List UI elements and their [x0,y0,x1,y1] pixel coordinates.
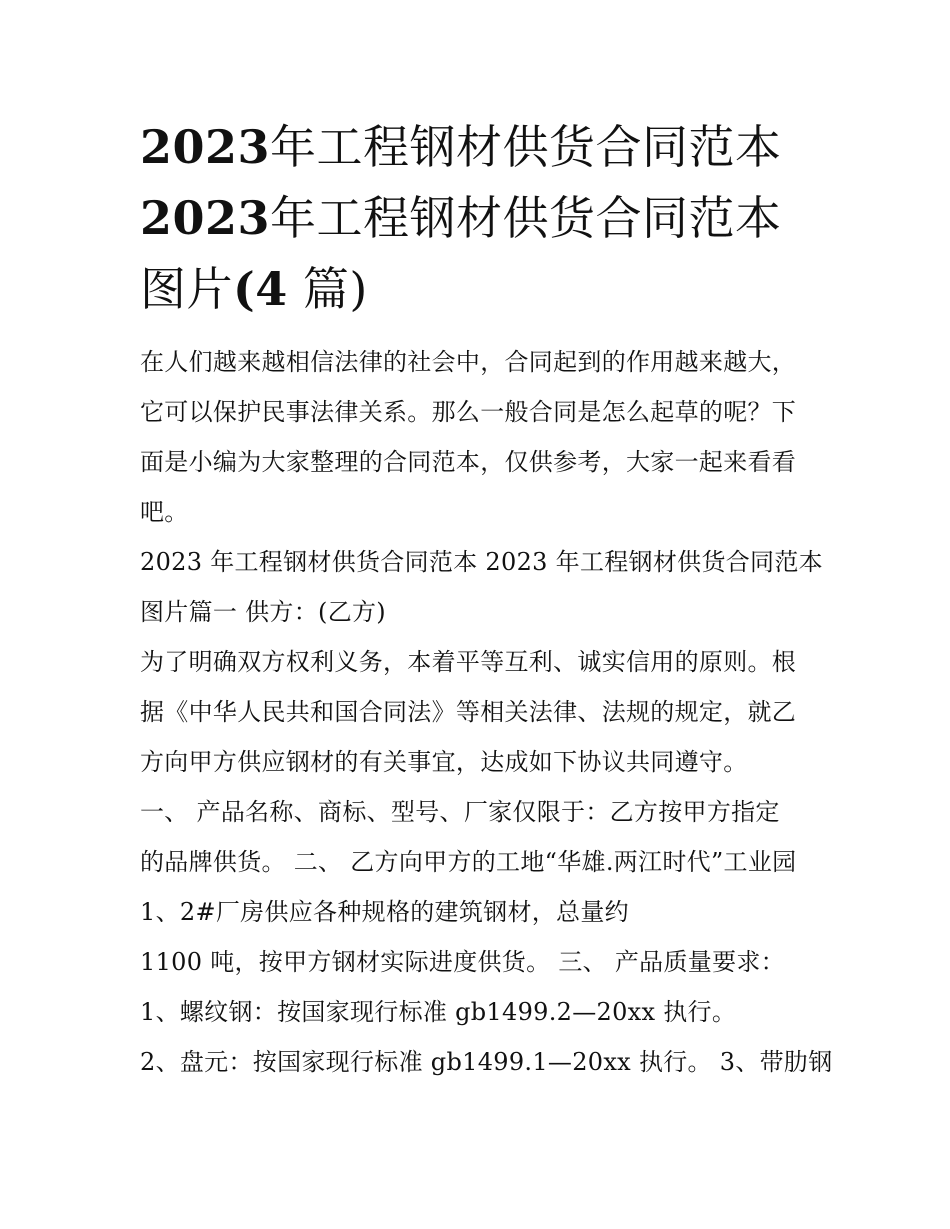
body-line: 一、 产品名称、商标、型号、厂家仅限于：乙方按甲方指定 [140,798,780,826]
body-line: 1100 吨，按甲方钢材实际进度供货。 三、 产品质量要求： [140,948,785,976]
body-line: 在人们越来越相信法律的社会中，合同起到的作用越来越大， [140,348,797,376]
title-line-3-tail: 篇) [302,262,368,316]
title-line-1-year: 2023 [140,120,271,174]
document-title [140,112,812,325]
document-body [140,337,833,1087]
body-line: 2023 年工程钢材供货合同范本 2023 年工程钢材供货合同范本 [140,548,823,576]
body-line: 1、2#厂房供应各种规格的建筑钢材，总量约 [140,898,629,926]
title-line-2 [140,183,812,254]
title-line-1-text: 年工程钢材供货合同范本 [270,120,782,174]
body-line: 的品牌供货。 二、 乙方向甲方的工地“华雄.两江时代”工业园 [140,848,797,876]
title-line-3 [140,254,812,325]
title-line-2-year: 2023 [140,191,271,245]
title-line-2-text: 年工程钢材供货合同范本 [270,191,782,245]
body-line: 据《中华人民共和国合同法》等相关法律、法规的规定，就乙 [140,698,797,726]
body-line: 1、螺纹钢：按国家现行标准 gb1499.2—20xx 执行。 [140,998,737,1026]
title-line-1 [140,112,812,183]
body-line: 方向甲方供应钢材的有关事宜，达成如下协议共同遵守。 [140,748,748,776]
body-line: 2、盘元：按国家现行标准 gb1499.1—20xx 执行。 3、带肋钢 [140,1048,833,1076]
body-line: 为了明确双方权利义务，本着平等互利、诚实信用的原则。根 [140,648,797,676]
body-line: 图片篇一 供方：(乙方) [140,598,386,626]
title-line-3-count: (4 [233,262,288,316]
document-page [140,112,833,1087]
body-line: 面是小编为大家整理的合同范本，仅供参考，大家一起来看看 [140,448,797,476]
body-line: 它可以保护民事法律关系。那么一般合同是怎么起草的呢？下 [140,398,797,426]
body-line: 吧。 [140,498,189,526]
title-line-3-text: 图片 [140,262,233,316]
